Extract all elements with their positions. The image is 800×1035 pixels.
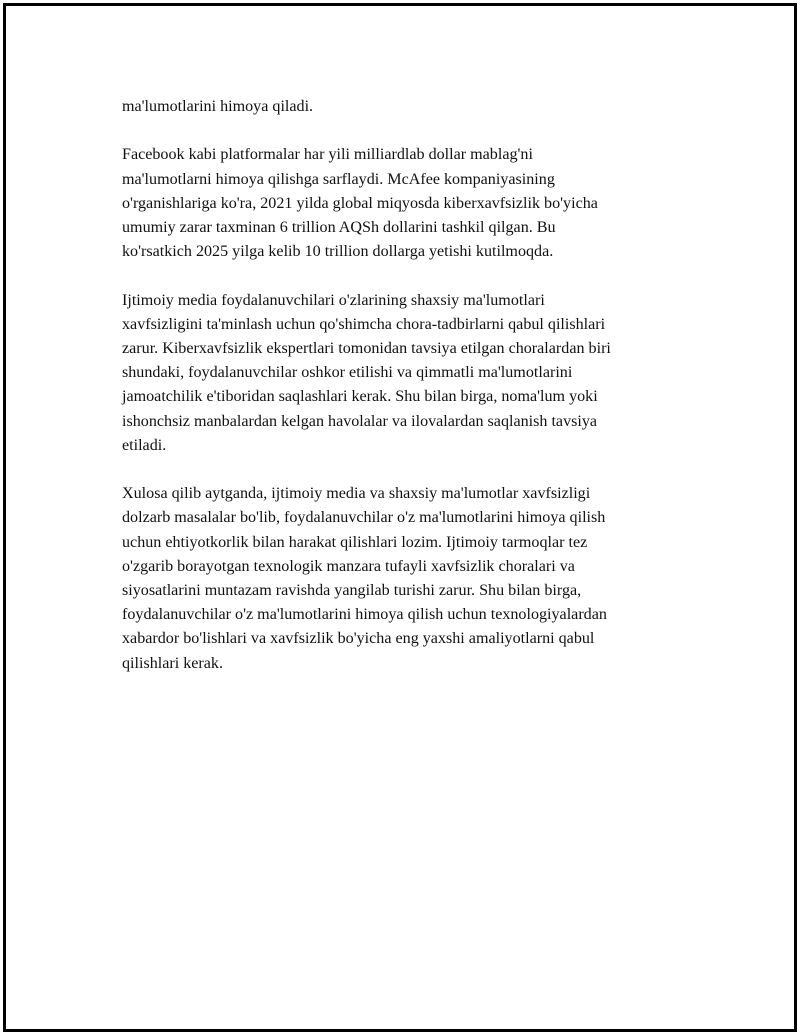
text-line: qilishlari kerak. xyxy=(122,654,224,672)
document-body xyxy=(122,95,702,700)
text-line: dolzarb masalalar bo'lib, foydalanuvchilar o'z ma'lumotlarini himoya qilish xyxy=(122,509,606,527)
text-line: shundaki, foydalanuvchilar oshkor etilishi va qimmatli ma'lumotlarini xyxy=(122,364,573,382)
text-line: ishonchsiz manbalardan kelgan havolalar va ilovalardan saqlanish tavsiya xyxy=(122,412,598,430)
text-line: ma'lumotlarini himoya qiladi. xyxy=(122,98,314,115)
text-line: o'zgarib borayotgan texnologik manzara tufayli xavfsizlik choralari va xyxy=(122,557,575,575)
text-line: uchun ehtiyotkorlik bilan harakat qilishlari lozim. Ijtimoiy tarmoqlar tez xyxy=(122,533,588,551)
text-line: xabardor bo'lishlari va xavfsizlik bo'yicha eng yaxshi amaliyotlarni qabul xyxy=(122,630,595,648)
text-line: zarur. Kiberxavfsizlik ekspertlari tomonidan tavsiya etilgan choralardan biri xyxy=(122,340,611,357)
text-line: o'rganishlariga ko'ra, 2021 yilda global miqyosda kiberxavfsizlik bo'yicha xyxy=(122,194,598,212)
text-line: Ijtimoiy media foydalanuvchilari o'zlarining shaxsiy ma'lumotlari xyxy=(122,291,545,309)
text-line: ma'lumotlarni himoya qilishga sarflaydi. McAfee kompaniyasining xyxy=(122,170,555,188)
paragraph-continuation xyxy=(122,95,702,119)
text-line: jamoatchilik e'tiboridan saqlashlari kerak. Shu bilan birga, noma'lum yoki xyxy=(122,388,598,406)
text-line: Xulosa qilib aytganda, ijtimoiy media va shaxsiy ma'lumotlar xavfsizligi xyxy=(122,485,591,503)
text-line: foydalanuvchilar o'z ma'lumotlarini himoya qilish uchun texnologiyalardan xyxy=(122,606,607,624)
paragraph-user-measures xyxy=(122,289,702,458)
paragraph-conclusion xyxy=(122,482,702,676)
paragraph-facebook-spending xyxy=(122,143,702,264)
text-line: siyosatlarini muntazam ravishda yangilab turishi zarur. Shu bilan birga, xyxy=(122,582,582,600)
text-line: umumiy zarar taxminan 6 trillion AQSh dollarini tashkil qilgan. Bu xyxy=(122,219,556,236)
text-line: ko'rsatkich 2025 yilga kelib 10 trillion dollarga yetishi kutilmoqda. xyxy=(122,243,554,261)
text-line: Facebook kabi platformalar har yili milliardlab dollar mablag'ni xyxy=(122,146,533,164)
text-line: etiladi. xyxy=(122,436,167,454)
document-page xyxy=(3,3,797,1032)
text-line: xavfsizligini ta'minlash uchun qo'shimcha chora-tadbirlarni qabul qilishlari xyxy=(122,315,606,333)
